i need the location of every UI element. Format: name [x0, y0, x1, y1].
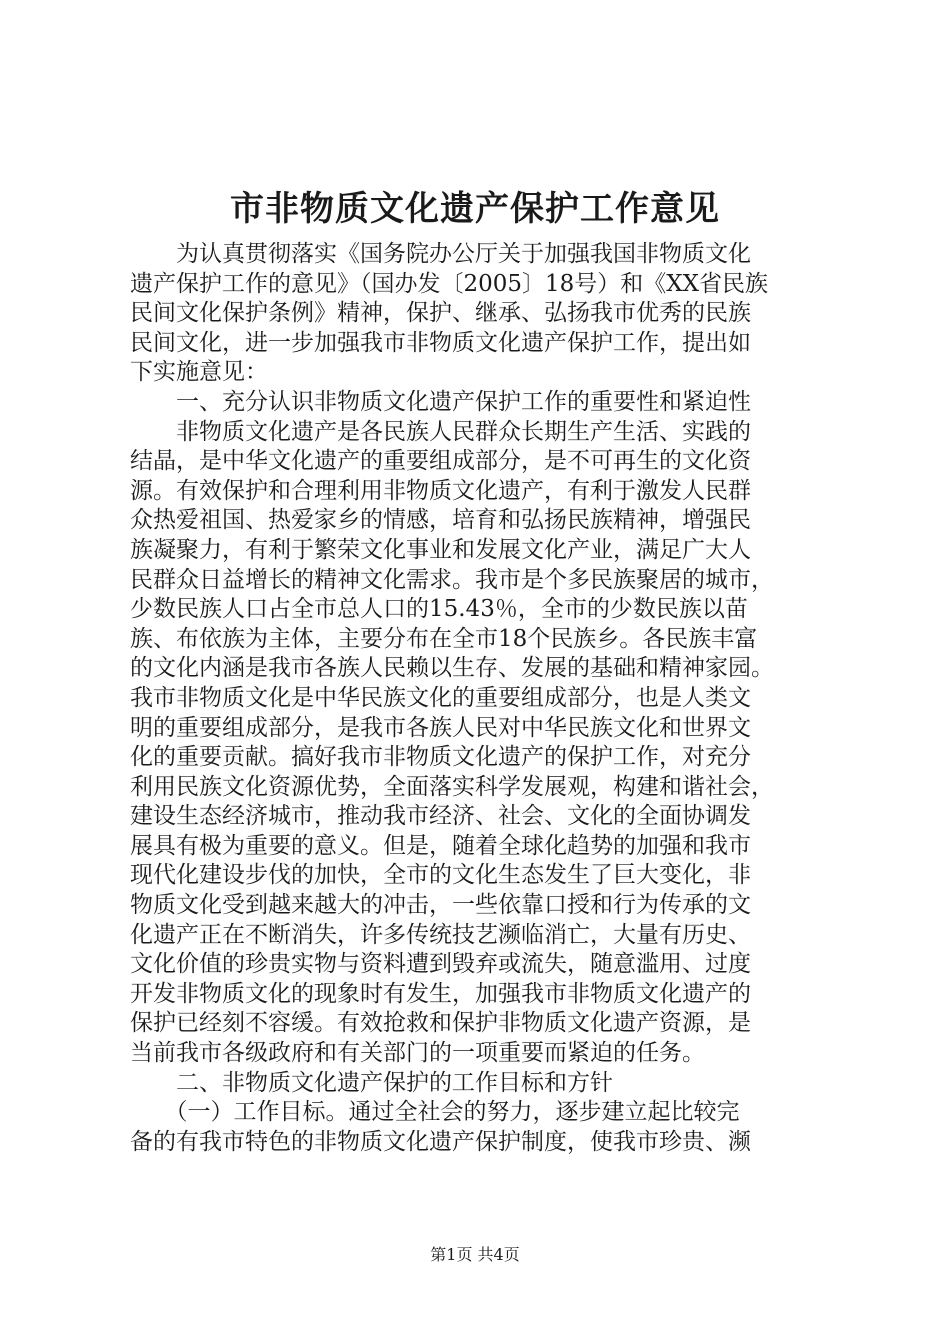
body-text-line: 二、非物质文化遗产保护的工作目标和方针: [130, 1069, 613, 1096]
body-text-line: 现代化建设步伐的加快，全市的文化生态发生了巨大变化，非: [130, 862, 751, 889]
body-text-line: 的文化内涵是我市各族人民赖以生存、发展的基础和精神家园。: [130, 655, 774, 682]
body-text-line: 少数民族人口占全市总人口的15.43％，全市的少数民族以苗: [130, 596, 748, 623]
body-text-line: 众热爱祖国、热爱家乡的情感，培育和弘扬民族精神，增强民: [130, 507, 751, 534]
body-text-line: 我市非物质文化是中华民族文化的重要组成部分，也是人类文: [130, 684, 751, 711]
body-text-line: 开发非物质文化的现象时有发生，加强我市非物质文化遗产的: [130, 980, 751, 1007]
body-text-line: 民群众日益增长的精神文化需求。我市是个多民族聚居的城市，: [130, 566, 774, 593]
body-text-line: 民间文化保护条例》精神，保护、继承、弘扬我市优秀的民族: [130, 300, 751, 327]
body-text-line: 化的重要贡献。搞好我市非物质文化遗产的保护工作，对充分: [130, 744, 751, 771]
document-body: [130, 240, 830, 1157]
body-text-line: 展具有极为重要的意义。但是，随着全球化趋势的加强和我市: [130, 832, 751, 859]
body-text-line: 明的重要组成部分，是我市各族人民对中华民族文化和世界文: [130, 714, 751, 741]
body-text-line: 利用民族文化资源优势，全面落实科学发展观，构建和谐社会，: [130, 773, 774, 800]
page-footer: 第1页 共4页: [430, 1245, 520, 1264]
body-text-line: 化遗产正在不断消失，许多传统技艺濒临消亡，大量有历史、: [130, 921, 751, 948]
body-text-line: 备的有我市特色的非物质文化遗产保护制度，使我市珍贵、濒: [130, 1128, 751, 1155]
body-text-line: 建设生态经济城市，推动我市经济、社会、文化的全面协调发: [130, 803, 751, 830]
body-text-line: （一）工作目标。通过全社会的努力，逐步建立起比较完: [130, 1099, 740, 1126]
body-text-line: 保护已经刻不容缓。有效抢救和保护非物质文化遗产资源，是: [130, 1010, 751, 1037]
body-text-line: 非物质文化遗产是各民族人民群众长期生产生活、实践的: [130, 418, 751, 445]
body-text-line: 物质文化受到越来越大的冲击，一些依靠口授和行为传承的文: [130, 892, 751, 919]
body-text-line: 为认真贯彻落实《国务院办公厅关于加强我国非物质文化: [130, 241, 751, 267]
body-text-line: 下实施意见：: [130, 359, 268, 386]
body-text-line: 族、布依族为主体，主要分布在全市18个民族乡。各民族丰富: [130, 625, 758, 652]
body-text-line: 族凝聚力，有利于繁荣文化事业和发展文化产业，满足广大人: [130, 536, 751, 563]
body-text-line: 文化价值的珍贵实物与资料遭到毁弃或流失，随意滥用、过度: [130, 951, 751, 978]
body-text-line: 源。有效保护和合理利用非物质文化遗产，有利于激发人民群: [130, 477, 751, 504]
body-text-line: 结晶，是中华文化遗产的重要组成部分，是不可再生的文化资: [130, 448, 751, 475]
body-text-line: 遗产保护工作的意见》（国办发〔2005〕18号）和《XX省民族: [130, 270, 769, 297]
body-text-line: 一、充分认识非物质文化遗产保护工作的重要性和紧迫性: [130, 388, 751, 415]
body-text-line: 民间文化，进一步加强我市非物质文化遗产保护工作，提出如: [130, 329, 751, 356]
document-title: 市非物质文化遗产保护工作意见: [230, 189, 720, 229]
body-text-line: 当前我市各级政府和有关部门的一项重要而紧迫的任务。: [130, 1040, 705, 1067]
